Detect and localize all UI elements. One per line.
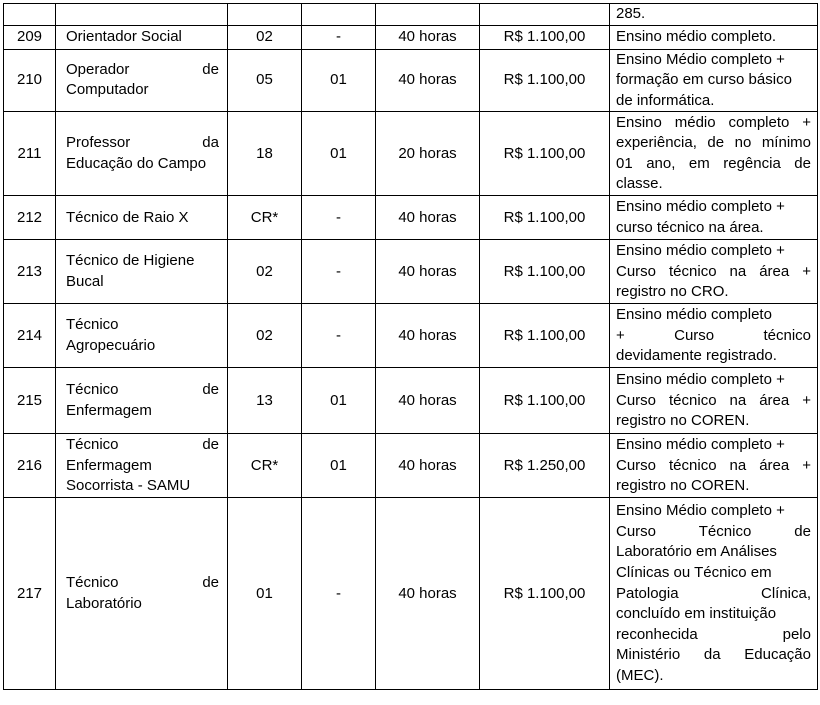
salary-cell: R$ 1.100,00 bbox=[480, 304, 610, 368]
requirements-cell bbox=[610, 25, 818, 49]
code-cell: 215 bbox=[4, 368, 56, 434]
salary-cell: R$ 1.100,00 bbox=[480, 25, 610, 49]
salary-cell bbox=[480, 4, 610, 26]
requirement-line: Curso técnico na área + bbox=[616, 456, 811, 474]
position-line: Técnico de bbox=[66, 435, 219, 453]
requirement-line: de informática. bbox=[616, 91, 715, 109]
requirement-line: registro no COREN. bbox=[616, 477, 750, 495]
position-cell bbox=[56, 112, 228, 196]
requirement-line: classe. bbox=[616, 175, 663, 193]
requirements-cell bbox=[610, 368, 818, 434]
requirement-line: Patologia Clínica, bbox=[616, 584, 811, 602]
table-row bbox=[4, 498, 818, 690]
requirement-line: Ministério da Educação bbox=[616, 646, 811, 664]
position-cell bbox=[56, 498, 228, 690]
requirements-cell bbox=[610, 196, 818, 240]
requirement-line: curso técnico na área. bbox=[616, 218, 764, 236]
requirement-line: reconhecida pelo bbox=[616, 625, 811, 643]
requirement-line: Ensino médio completo + bbox=[616, 370, 785, 388]
position-cell bbox=[56, 4, 228, 26]
workload-cell: 40 horas bbox=[376, 240, 480, 304]
pcd-vacancies-cell bbox=[302, 4, 376, 26]
requirement-line: Curso técnico na área + bbox=[616, 391, 811, 409]
pcd-vacancies-cell: 01 bbox=[302, 49, 376, 112]
position-line: Agropecuário bbox=[66, 336, 156, 354]
requirement-line: Laboratório em Análises bbox=[616, 543, 777, 561]
requirement-line: Ensino médio completo. bbox=[616, 27, 777, 45]
document-page bbox=[3, 3, 818, 690]
code-cell: 216 bbox=[4, 434, 56, 498]
requirement-line: experiência, de no mínimo bbox=[616, 134, 811, 152]
positions-table bbox=[3, 3, 818, 690]
position-cell bbox=[56, 196, 228, 240]
pcd-vacancies-cell: 01 bbox=[302, 434, 376, 498]
code-cell: 209 bbox=[4, 25, 56, 49]
requirement-line: Ensino Médio completo + bbox=[616, 502, 785, 520]
vacancies-cell: 02 bbox=[228, 304, 302, 368]
salary-cell: R$ 1.100,00 bbox=[480, 196, 610, 240]
table-row bbox=[4, 368, 818, 434]
salary-cell: R$ 1.100,00 bbox=[480, 368, 610, 434]
vacancies-cell: 02 bbox=[228, 240, 302, 304]
requirement-line: registro no CRO. bbox=[616, 283, 729, 301]
code-cell bbox=[4, 4, 56, 26]
salary-cell: R$ 1.100,00 bbox=[480, 112, 610, 196]
requirements-cell bbox=[610, 434, 818, 498]
vacancies-cell bbox=[228, 4, 302, 26]
salary-cell: R$ 1.100,00 bbox=[480, 498, 610, 690]
workload-cell: 40 horas bbox=[376, 25, 480, 49]
workload-cell: 40 horas bbox=[376, 49, 480, 112]
requirement-line: Ensino médio completo + bbox=[616, 435, 785, 453]
requirements-cell bbox=[610, 112, 818, 196]
position-line: Técnico de bbox=[66, 574, 219, 592]
pcd-vacancies-cell: - bbox=[302, 304, 376, 368]
requirement-line: Curso técnico na área + bbox=[616, 262, 811, 280]
requirement-line: + Curso técnico bbox=[616, 326, 811, 344]
code-cell: 211 bbox=[4, 112, 56, 196]
requirements-cell bbox=[610, 240, 818, 304]
vacancies-cell: 05 bbox=[228, 49, 302, 112]
positions-table-body bbox=[4, 4, 818, 690]
workload-cell: 40 horas bbox=[376, 434, 480, 498]
position-line: Orientador Social bbox=[66, 27, 182, 45]
requirement-line: concluído em instituição bbox=[616, 605, 777, 623]
workload-cell: 40 horas bbox=[376, 196, 480, 240]
table-row bbox=[4, 434, 818, 498]
code-cell: 213 bbox=[4, 240, 56, 304]
position-line: Socorrista - SAMU bbox=[66, 477, 191, 495]
requirement-line: Ensino médio completo + bbox=[616, 113, 811, 131]
vacancies-cell: CR* bbox=[228, 196, 302, 240]
salary-cell: R$ 1.250,00 bbox=[480, 434, 610, 498]
table-row bbox=[4, 196, 818, 240]
position-line: Bucal bbox=[66, 272, 104, 290]
position-line: Enfermagem bbox=[66, 401, 152, 419]
table-row bbox=[4, 304, 818, 368]
pcd-vacancies-cell: 01 bbox=[302, 368, 376, 434]
workload-cell: 20 horas bbox=[376, 112, 480, 196]
requirement-line: registro no COREN. bbox=[616, 412, 750, 430]
pcd-vacancies-cell: - bbox=[302, 498, 376, 690]
requirement-line: devidamente registrado. bbox=[616, 347, 777, 365]
position-line: Técnico bbox=[66, 316, 119, 334]
position-line: Enfermagem bbox=[66, 456, 152, 474]
position-cell bbox=[56, 304, 228, 368]
workload-cell: 40 horas bbox=[376, 498, 480, 690]
requirement-line: Ensino Médio completo + bbox=[616, 50, 785, 68]
pcd-vacancies-cell: - bbox=[302, 25, 376, 49]
salary-cell: R$ 1.100,00 bbox=[480, 240, 610, 304]
vacancies-cell: CR* bbox=[228, 434, 302, 498]
requirement-line: Curso Técnico de bbox=[616, 522, 811, 540]
position-cell bbox=[56, 25, 228, 49]
code-cell: 214 bbox=[4, 304, 56, 368]
table-row bbox=[4, 25, 818, 49]
pcd-vacancies-cell: 01 bbox=[302, 112, 376, 196]
vacancies-cell: 01 bbox=[228, 498, 302, 690]
pcd-vacancies-cell: - bbox=[302, 196, 376, 240]
table-row-continuation bbox=[4, 4, 818, 26]
requirements-cell bbox=[610, 498, 818, 690]
salary-cell: R$ 1.100,00 bbox=[480, 49, 610, 112]
vacancies-cell: 18 bbox=[228, 112, 302, 196]
requirement-line: formação em curso básico bbox=[616, 71, 792, 89]
table-row bbox=[4, 112, 818, 196]
position-line: Laboratório bbox=[66, 594, 142, 612]
position-cell bbox=[56, 368, 228, 434]
table-row bbox=[4, 240, 818, 304]
requirement-line: (MEC). bbox=[616, 666, 664, 684]
position-line: Computador bbox=[66, 81, 149, 99]
position-line: Educação do Campo bbox=[66, 154, 207, 172]
pcd-vacancies-cell: - bbox=[302, 240, 376, 304]
position-cell bbox=[56, 240, 228, 304]
position-line: Técnico de Raio X bbox=[66, 208, 189, 226]
requirement-line: Ensino médio completo bbox=[616, 305, 772, 323]
position-line: Técnico de Higiene bbox=[66, 252, 195, 270]
position-line: Operador de bbox=[66, 60, 219, 78]
requirements-cell: 285. bbox=[610, 4, 818, 26]
requirement-line: 01 ano, em regência de bbox=[616, 154, 811, 172]
vacancies-cell: 13 bbox=[228, 368, 302, 434]
position-cell bbox=[56, 434, 228, 498]
code-cell: 217 bbox=[4, 498, 56, 690]
requirements-cell bbox=[610, 304, 818, 368]
code-cell: 210 bbox=[4, 49, 56, 112]
position-line: Professor da bbox=[66, 134, 219, 152]
workload-cell: 40 horas bbox=[376, 368, 480, 434]
table-row bbox=[4, 49, 818, 112]
requirement-line: Clínicas ou Técnico em bbox=[616, 563, 772, 581]
position-line: Técnico de bbox=[66, 381, 219, 399]
workload-cell: 40 horas bbox=[376, 304, 480, 368]
code-cell: 212 bbox=[4, 196, 56, 240]
position-cell bbox=[56, 49, 228, 112]
requirements-cell bbox=[610, 49, 818, 112]
requirement-line: Ensino médio completo + bbox=[616, 241, 785, 259]
requirement-line: Ensino médio completo + bbox=[616, 198, 785, 216]
vacancies-cell: 02 bbox=[228, 25, 302, 49]
workload-cell bbox=[376, 4, 480, 26]
